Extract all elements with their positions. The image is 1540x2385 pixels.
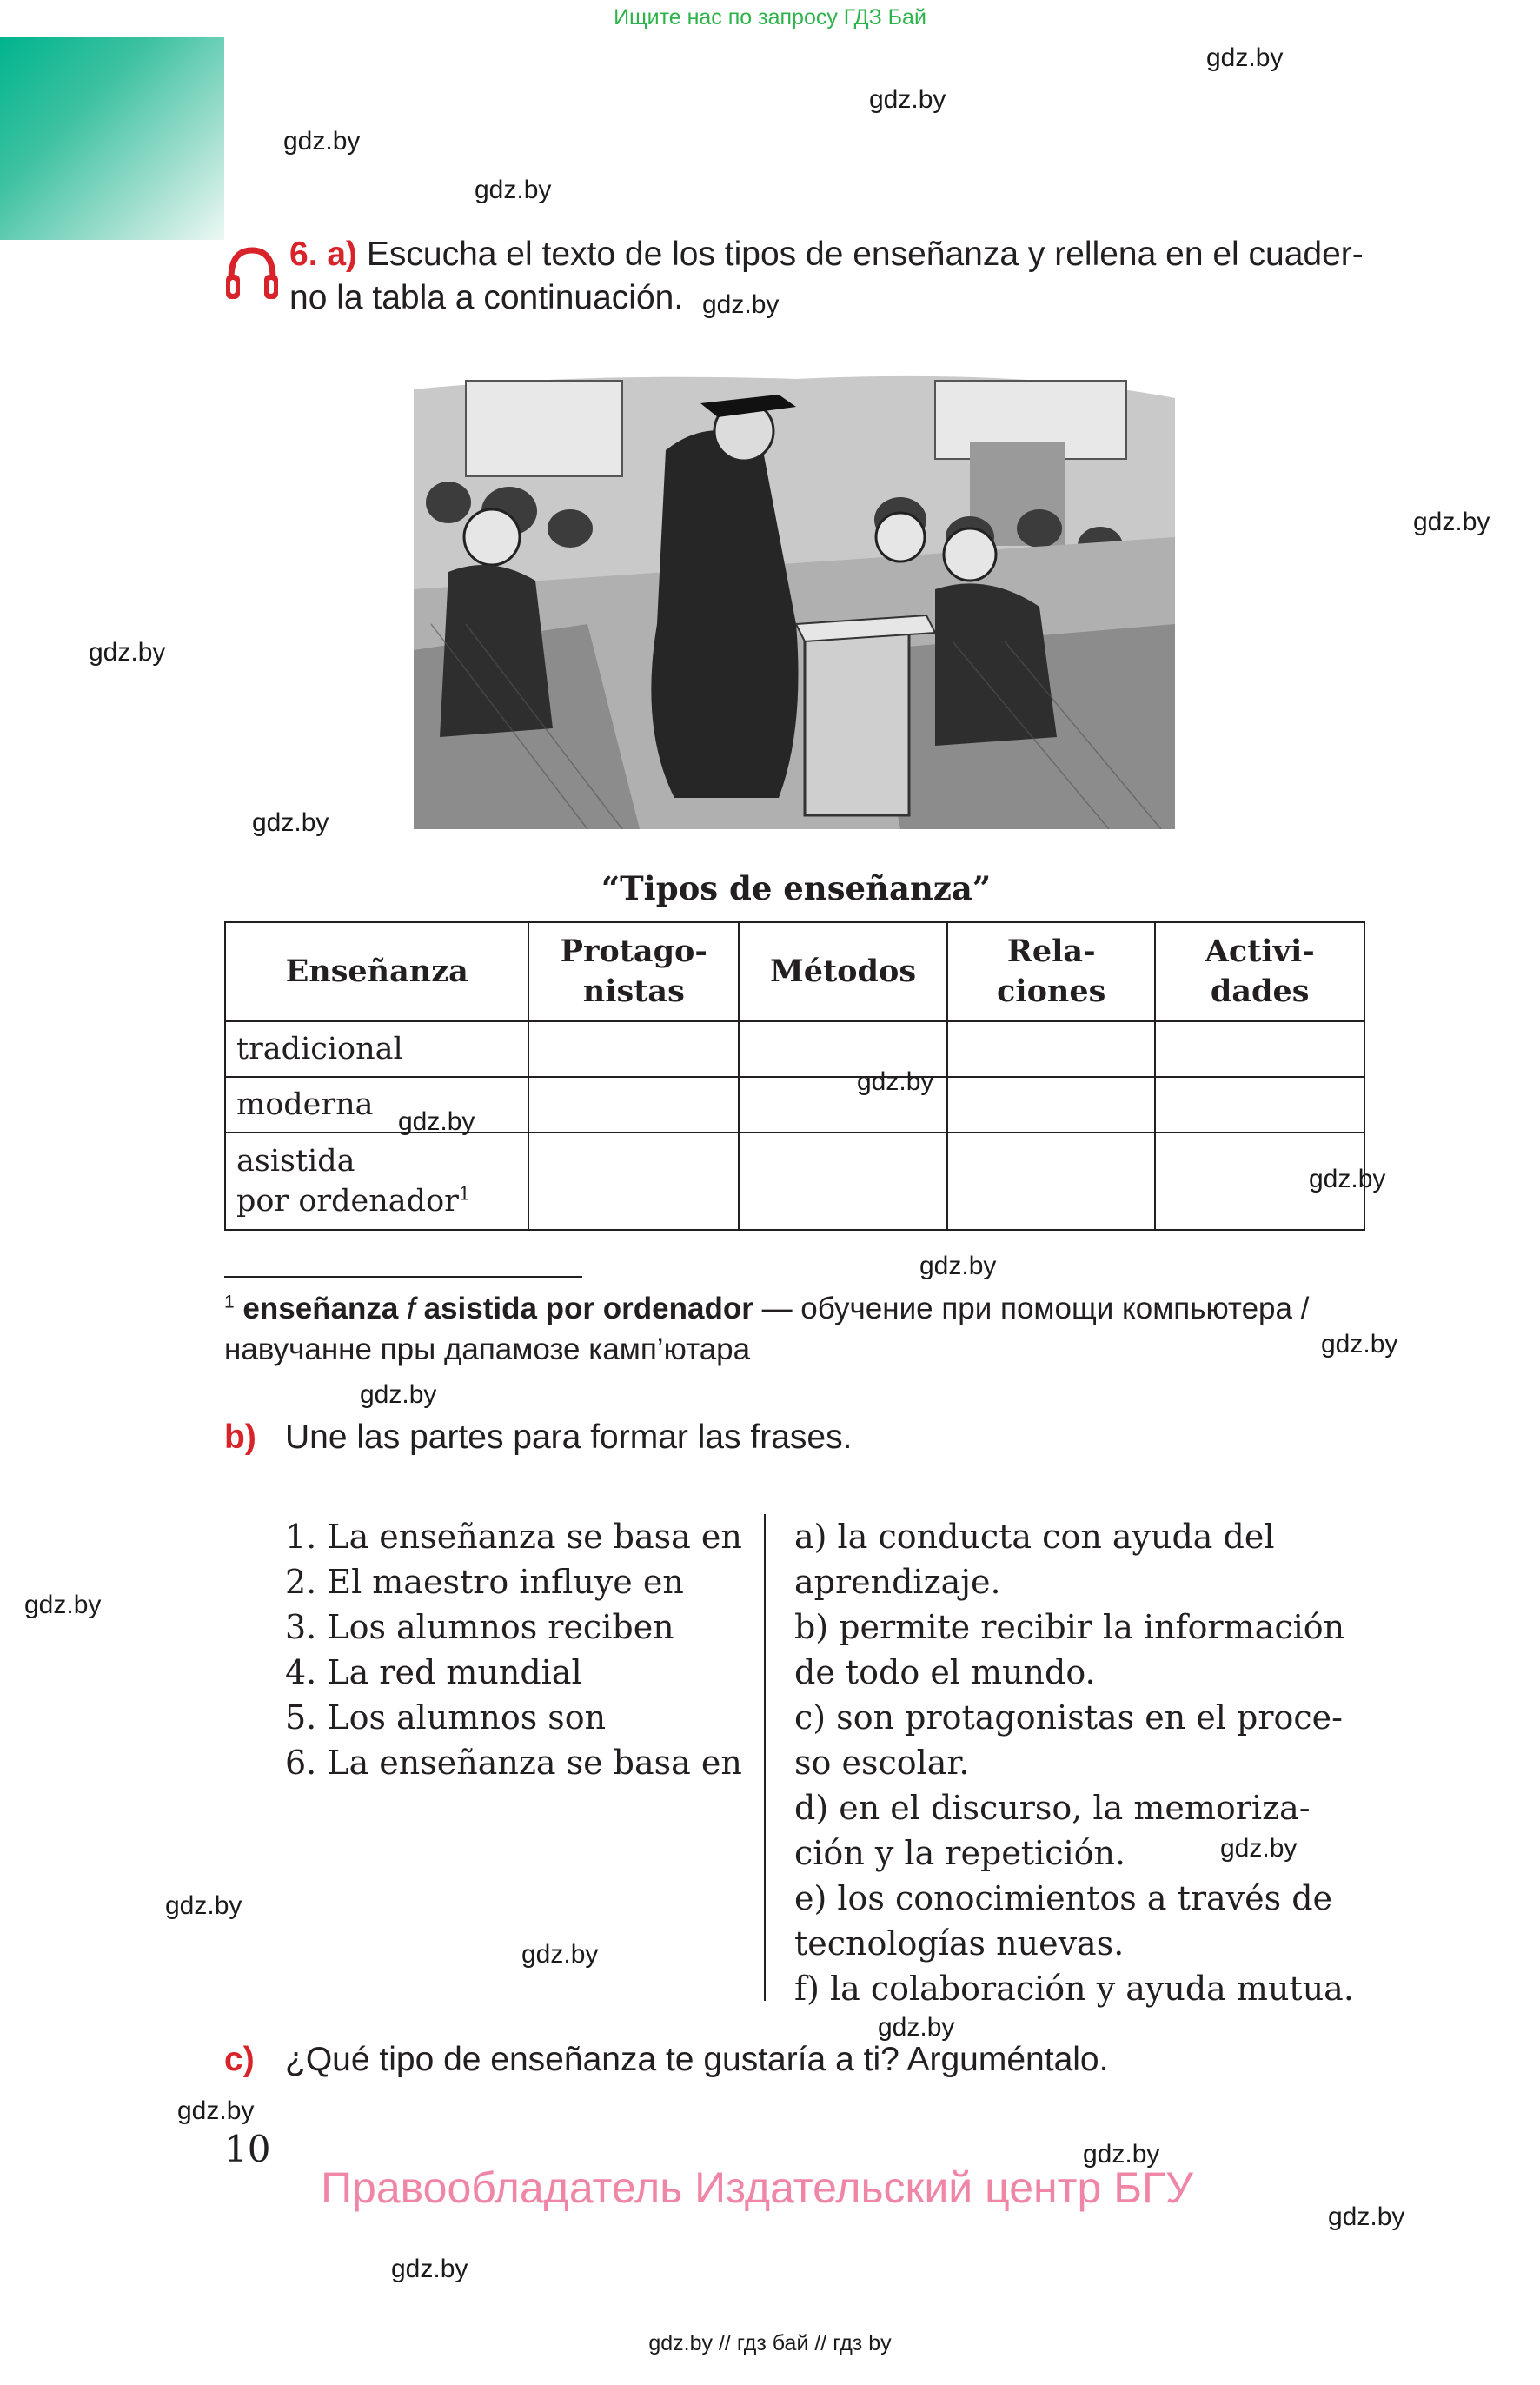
sentence-endings-list xyxy=(794,1514,1368,2011)
list-item: d) en el discurso, la memoriza- xyxy=(794,1789,1311,1827)
watermark: gdz.by xyxy=(521,1940,599,1969)
section-c xyxy=(224,2041,1108,2079)
section-b xyxy=(224,1418,852,1457)
table-header-cell xyxy=(225,922,528,1021)
table-header-cell xyxy=(528,922,739,1021)
header-text: Protago- xyxy=(560,933,707,969)
list-item: 6. La enseñanza se basa en xyxy=(285,1744,742,1782)
list-item: e) los conocimientos a través de xyxy=(794,1879,1333,1917)
table-header-cell xyxy=(947,922,1156,1021)
table-title: “Tipos de enseñanza” xyxy=(601,869,992,907)
exercise-heading xyxy=(289,233,1384,320)
watermark: gdz.by xyxy=(1309,1165,1386,1193)
watermark: gdz.by xyxy=(398,1107,475,1136)
list-item: aprendizaje. xyxy=(794,1563,1001,1601)
header-text: Activi- xyxy=(1205,933,1315,969)
types-table xyxy=(224,921,1365,1231)
exercise-instruction-line1: Escucha el texto de los tipos de enseñanza y rellena en el cuader- xyxy=(366,236,1364,273)
footnote-translation-by: навучанне пры дапамозе камп’ютара xyxy=(224,1332,751,1366)
row-label-line1: asistida xyxy=(236,1144,355,1179)
watermark: gdz.by xyxy=(283,127,361,156)
list-item: ción y la repetición. xyxy=(794,1834,1126,1872)
section-c-question: ¿Qué tipo de enseñanza te gustaría a ti? Arguméntalo. xyxy=(285,2041,1109,2078)
watermark: gdz.by xyxy=(360,1380,437,1409)
bottom-links[interactable]: gdz.by // гдз бай // гдз by xyxy=(648,2331,892,2355)
header-text: nistas xyxy=(582,973,685,1009)
watermark: gdz.by xyxy=(857,1067,934,1096)
footnote-translation-ru: — обучение при помощи компьютера / xyxy=(761,1292,1310,1325)
table-header-row xyxy=(225,922,1364,1021)
section-b-label: b) xyxy=(224,1418,256,1456)
list-item: de todo el mundo. xyxy=(794,1653,1096,1691)
sentence-starts-list xyxy=(285,1514,754,1785)
row-label-line2: por ordenador xyxy=(236,1184,459,1219)
header-text: dades xyxy=(1210,973,1310,1009)
classroom-engraving-illustration xyxy=(414,363,1175,829)
footnote xyxy=(224,1288,1389,1370)
corner-decoration xyxy=(0,37,224,240)
header-text: ciones xyxy=(996,973,1106,1009)
list-item: 1. La enseñanza se basa en xyxy=(285,1518,742,1556)
table-cell xyxy=(528,1133,739,1230)
list-item: f) la colaboración y ayuda mutua. xyxy=(794,1970,1354,2008)
list-item: so escolar. xyxy=(794,1744,970,1782)
watermark: gdz.by xyxy=(24,1591,102,1619)
watermark: gdz.by xyxy=(869,85,946,114)
list-item: a) la conducta con ayuda del xyxy=(794,1518,1275,1556)
watermark: gdz.by xyxy=(1328,2202,1405,2231)
table-row xyxy=(225,1133,1364,1230)
table-cell xyxy=(947,1021,1156,1077)
watermark: gdz.by xyxy=(89,638,166,667)
row-label xyxy=(225,1133,528,1230)
table-cell xyxy=(1155,1077,1364,1133)
table-cell xyxy=(739,1021,947,1077)
list-item: c) son protagonistas en el proce- xyxy=(794,1698,1343,1737)
header-text: Enseñanza xyxy=(285,953,468,989)
copyright-holder: Правообладатель Издательский центр БГУ xyxy=(321,2163,1193,2212)
exercise-number: 6. a) xyxy=(289,236,358,273)
header-text: Métodos xyxy=(770,953,917,989)
watermark: gdz.by xyxy=(252,808,329,837)
table-cell xyxy=(739,1133,947,1230)
watermark: gdz.by xyxy=(1220,1834,1298,1863)
list-item: 4. La red mundial xyxy=(285,1653,582,1691)
watermark: gdz.by xyxy=(1206,43,1284,72)
watermark: gdz.by xyxy=(1083,2140,1160,2169)
table-header-cell xyxy=(1155,922,1364,1021)
table-row xyxy=(225,1021,1364,1077)
watermark: gdz.by xyxy=(878,2013,955,2042)
section-b-instruction: Une las partes para formar las frases. xyxy=(285,1418,853,1456)
footnote-term: enseñanza xyxy=(242,1292,399,1325)
headphones-icon xyxy=(222,243,282,302)
column-divider xyxy=(764,1514,766,2001)
watermark: gdz.by xyxy=(177,2096,255,2125)
row-label: tradicional xyxy=(225,1021,528,1077)
watermark: gdz.by xyxy=(165,1891,242,1920)
footnote-gender: f xyxy=(407,1292,415,1325)
list-item: 2. El maestro influye en xyxy=(285,1563,684,1601)
table-cell xyxy=(1155,1021,1364,1077)
footnote-divider xyxy=(224,1276,582,1278)
watermark: gdz.by xyxy=(702,290,780,319)
row-label: moderna xyxy=(225,1077,528,1133)
table-row xyxy=(225,1077,1364,1133)
table-cell xyxy=(947,1133,1156,1230)
footnote-mark: 1 xyxy=(224,1292,235,1312)
footnote-term-rest: asistida por ordenador xyxy=(423,1292,753,1325)
list-item: 5. Los alumnos son xyxy=(285,1698,607,1737)
watermark: gdz.by xyxy=(475,176,552,204)
table-cell xyxy=(528,1077,739,1133)
top-banner[interactable]: Ищите нас по запросу ГДЗ Бай xyxy=(614,5,926,30)
header-text: Rela- xyxy=(1006,933,1096,969)
table-cell xyxy=(947,1077,1156,1133)
list-item: tecnologías nuevas. xyxy=(794,1924,1125,1963)
exercise-instruction-line2: no la tabla a continuación. xyxy=(289,279,684,316)
watermark: gdz.by xyxy=(1413,508,1490,536)
table-cell xyxy=(528,1021,739,1077)
watermark: gdz.by xyxy=(919,1252,997,1280)
table-cell xyxy=(1155,1133,1364,1230)
watermark: gdz.by xyxy=(391,2255,468,2283)
footnote-ref: 1 xyxy=(458,1183,471,1205)
list-item: b) permite recibir la información xyxy=(794,1608,1345,1646)
watermark: gdz.by xyxy=(1321,1330,1398,1359)
page-number: 10 xyxy=(224,2128,271,2170)
table-cell xyxy=(739,1077,947,1133)
table-header-cell xyxy=(739,922,947,1021)
section-c-label: c) xyxy=(224,2041,255,2078)
list-item: 3. Los alumnos reciben xyxy=(285,1608,674,1646)
